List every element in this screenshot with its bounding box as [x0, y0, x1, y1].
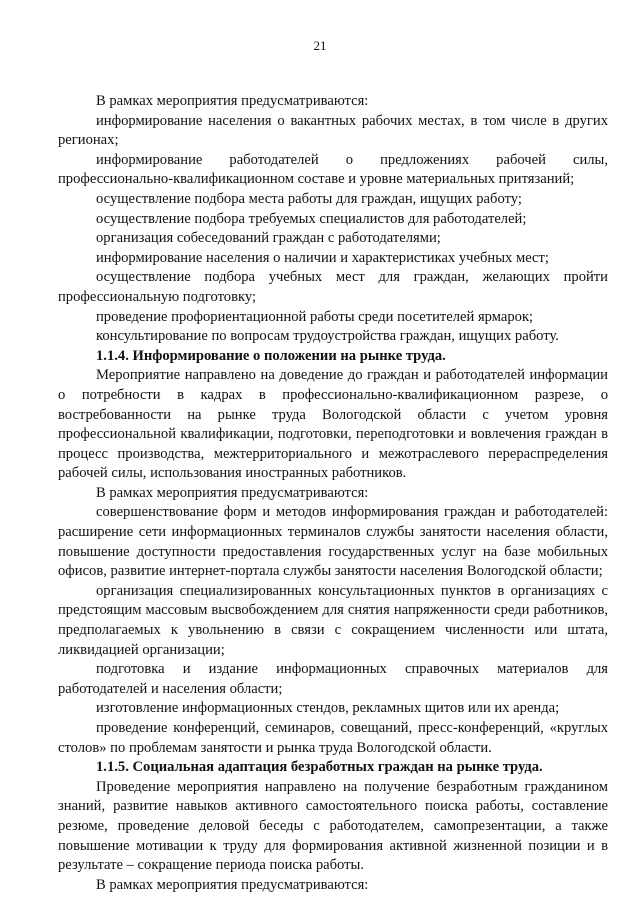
paragraph: Мероприятие направлено на доведение до граждан и работодателей информации о потребности в кадрах в профессионально-квалификационном разрезе, о востребованности на рынке труда Вологодской области с учетом уровня профессиональной квалификации, подготовки, переподготовки и вовлечения граждан в процесс производства, межтерриториального и межотраслевого перераспределения рабочей силы, использования иностранных работников. — [58, 367, 608, 482]
page-number: 21 — [313, 38, 327, 53]
paragraph: проведение профориентационной работы среди посетителей ярмарок; — [96, 308, 534, 325]
document-body — [58, 92, 608, 895]
paragraph: консультирование по вопросам трудоустройства граждан, ищущих работу. — [96, 328, 559, 345]
paragraph: организация специализированных консультационных пунктов в организациях с предстоящим массовым высвобождением для снятия напряженности среди работников, предполагаемых к увольнению в связи с сокращением численности или штата, ликвидацией организации; — [58, 582, 608, 658]
paragraph: подготовка и издание информационных справочных материалов для работодателей и населения области; — [58, 661, 608, 697]
paragraph: организация собеседований граждан с работодателями; — [96, 230, 441, 247]
paragraph: В рамках мероприятия предусматриваются: — [96, 484, 369, 501]
paragraph: Проведение мероприятия направлено на получение безработным гражданином знаний, развитие навыков активного самостоятельного поиска работы, составление резюме, проведение деловой беседы с работодателем, самопрезентации, а также повышение мотивации к труду для формирования активной жизненной позиции и в результате – сокращение периода поиска работы. — [58, 778, 608, 874]
paragraph: совершенствование форм и методов информирования граждан и работодателей: расширение сети информационных терминалов службы занятости населения области, повышение доступности предоставления государственных услуг на базе мобильных офисов, развитие интернет-портала службы занятости населения Вологодской области; — [58, 504, 608, 580]
paragraph: осуществление подбора требуемых специалистов для работодателей; — [96, 210, 527, 227]
paragraph: В рамках мероприятия предусматриваются: — [96, 876, 369, 893]
section-heading: 1.1.5. Социальная адаптация безработных граждан на рынке труда. — [96, 759, 543, 776]
paragraph: информирование населения о вакантных рабочих местах, в том числе в других регионах; — [58, 112, 608, 149]
paragraph: осуществление подбора места работы для граждан, ищущих работу; — [96, 190, 522, 207]
paragraph: изготовление информационных стендов, рекламных щитов или их аренда; — [96, 700, 560, 717]
paragraph: В рамках мероприятия предусматриваются: — [96, 93, 369, 109]
paragraph: проведение конференций, семинаров, совещаний, пресс-конференций, «круглых столов» по проблемам занятости и рынка труда Вологодской области. — [58, 720, 608, 756]
paragraph: информирование населения о наличии и характеристиках учебных мест; — [96, 249, 549, 266]
paragraph: информирование работодателей о предложениях рабочей силы, профессионально-квалификационном составе и уровне материальных притязаний; — [58, 151, 608, 188]
section-heading: 1.1.4. Информирование о положении на рынке труда. — [96, 347, 446, 364]
paragraph: осуществление подбора учебных мест для граждан, желающих пройти профессиональную подготовку; — [58, 269, 608, 305]
